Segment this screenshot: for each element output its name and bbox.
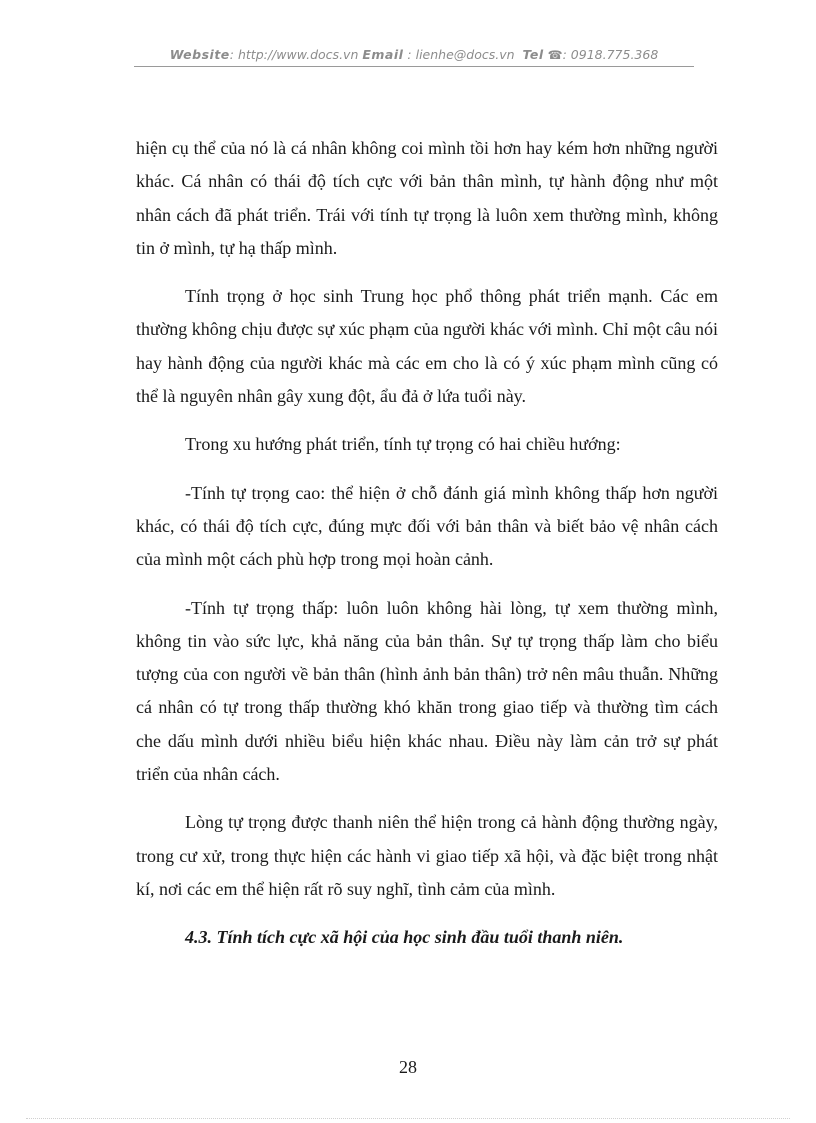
page-number: 28: [399, 1057, 417, 1077]
paragraph: -Tính tự trọng cao: thể hiện ở chỗ đánh giá mình không thấp hơn người khác, có thái độ tích cực, đúng mực đối với bản thân và biết bảo vệ nhân cách của mình một cách phù hợp trong mọi hoàn cảnh.: [136, 482, 718, 570]
paragraph: -Tính tự trọng thấp: luôn luôn không hài lòng, tự xem thường mình, không tin vào sức lực, khả năng của bản thân. Sự tự trọng thấp làm cho biểu tượng của con người về bản thân (hình ảnh bản thân) trở nên mâu thuẫn. Những cá nhân có tự trong thấp thường khó khăn trong giao tiếp và thường tìm cách che dấu mình dưới nhiều biểu hiện khác nhau. Điều này làm cản trở sự phát triển của nhân cách.: [136, 597, 718, 785]
footer-divider: [26, 1118, 790, 1119]
website-value: : http://www.docs.vn: [229, 47, 359, 62]
tel-value: : 0918.775.368: [562, 47, 659, 62]
paragraph: Tính trọng ở học sinh Trung học phổ thông phát triển mạnh. Các em thường không chịu được sự xúc phạm của người khác với mình. Chỉ một câu nói hay hành động của người khác mà các em cho là có ý xúc phạm mình cũng có thể là nguyên nhân gây xung đột, ẩu đả ở lứa tuổi này.: [136, 286, 719, 407]
paragraph: Trong xu hướng phát triển, tính tự trọng có hai chiều hướng:: [185, 434, 621, 455]
paragraph: hiện cụ thể của nó là cá nhân không coi mình tồi hơn hay kém hơn những người khác. Cá nhân có thái độ tích cực với bản thân mình, tự hành động như một nhân cách đã phát triển. Trái với tính tự trọng là luôn xem thường mình, không tin ở mình, tự hạ thấp mình.: [136, 138, 718, 258]
email-value: : lienhe@docs.vn: [407, 47, 515, 62]
document-body: [136, 132, 718, 970]
section-heading: 4.3. Tính tích cực xã hội của học sinh đầu tuổi thanh niên.: [185, 927, 624, 948]
page-header: [134, 46, 694, 67]
tel-label: Tel: [522, 47, 544, 62]
phone-icon: ☎: [547, 48, 563, 62]
website-label: Website: [169, 47, 230, 62]
email-label: Email: [362, 47, 404, 62]
paragraph: Lòng tự trọng được thanh niên thể hiện trong cả hành động thường ngày, trong cư xử, trong thực hiện các hành vi giao tiếp xã hội, và đặc biệt trong nhật kí, nơi các em thể hiện rất rõ suy nghĩ, tình cảm của mình.: [136, 812, 718, 899]
